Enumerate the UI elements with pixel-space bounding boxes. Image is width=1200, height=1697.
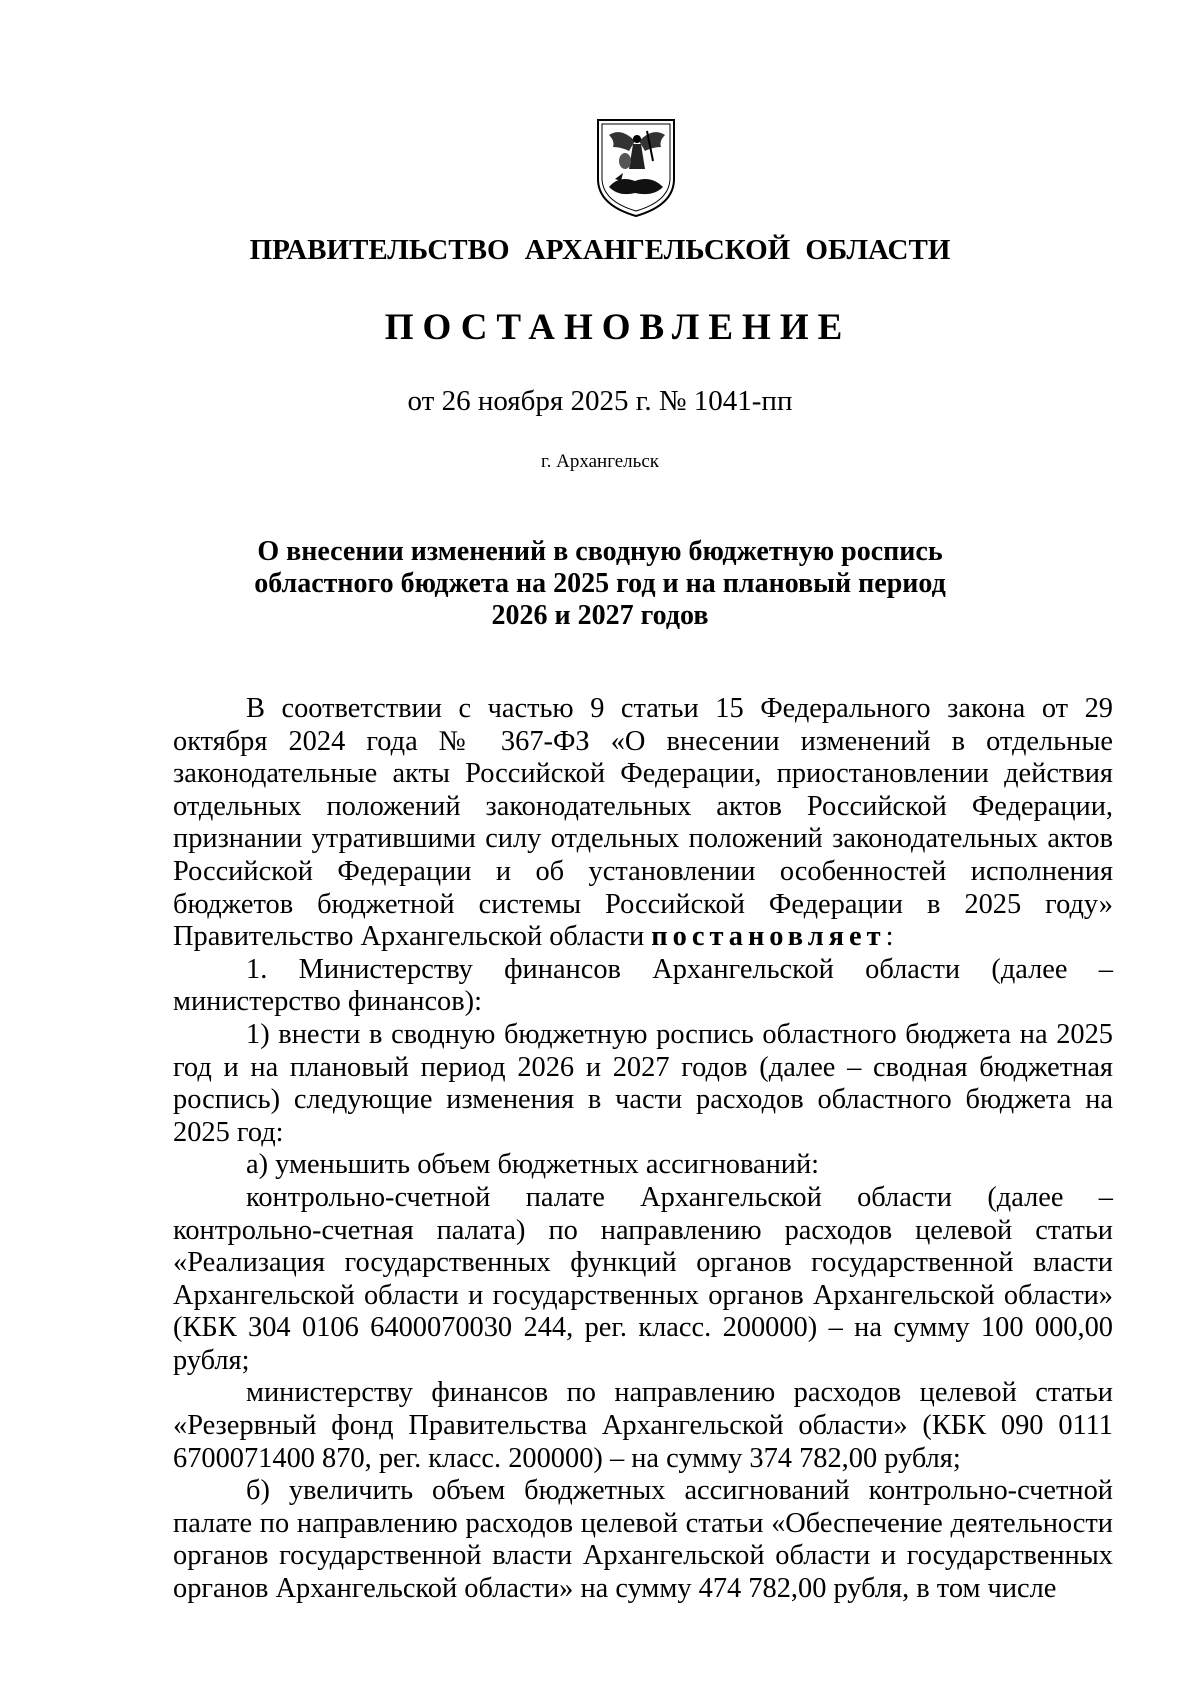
document-title-line: О внесении изменений в сводную бюджетную роспись (257, 536, 943, 567)
paragraph-item-b: б) увеличить объем бюджетных ассигнований контрольно-счетной палате по направлению расходов целевой статьи «Обеспечение деятельности органов государственной власти Архангельской области и государственных органов Архангельской области» на сумму 474 782,00 рубля, в том числе (173, 1475, 1113, 1605)
paragraph-item-1-1: 1) внести в сводную бюджетную роспись областного бюджета на 2025 год и на плановый период 2026 и 2027 годов (далее – сводная бюджетная роспись) следующие изменения в части расходов областного бюджета на 2025 год: (173, 1018, 1113, 1148)
document-city: г. Архангельск (540, 451, 659, 472)
paragraph-item-a: а) уменьшить объем бюджетных ассигнований: (246, 1149, 820, 1181)
document-title-line: областного бюджета на 2025 год и на плановый период (254, 568, 946, 599)
coat-of-arms-icon (595, 117, 677, 219)
decree-word: постановляет (651, 921, 886, 953)
preamble-text: В соответствии с частью 9 статьи 15 Федерального закона от 29 октября 2024 года № 367-ФЗ «О внесении изменений в отдельные законодательные акты Российской Федерации, приостановлении действия отдельных положений законодательных актов Российской Федерации, признании утратившими силу отдельных положений законодательных актов Российской Федерации и об установлении особенностей исполнения бюджетов бюджетной системы Российской Федерации в 2025 году» Правительство Архангельской области (173, 693, 1113, 953)
document-title-line: 2026 и 2027 годов (491, 600, 709, 631)
document-body (173, 693, 1113, 1606)
document-title (0, 536, 1200, 632)
document-date-number: от 26 ноября 2025 г. № 1041-пп (407, 385, 793, 417)
preamble-paragraph (173, 693, 1113, 954)
paragraph-item-1: 1. Министерству финансов Архангельской области (далее – министерство финансов): (173, 953, 1113, 1018)
paragraph-item-a-1: контрольно-счетной палате Архангельской области (далее – контрольно-счетная палата) по направлению расходов целевой статьи «Реализация государственных функций органов государственной власти Архангельской области и государственных органов Архангельской области» (КБК 304 0106 6400070030 244, рег. класс. 200000) – на сумму 100 000,00 рубля; (173, 1181, 1113, 1376)
document-type: ПОСТАНОВЛЕНИЕ (384, 307, 852, 348)
paragraph-item-a-2: министерству финансов по направлению расходов целевой статьи «Резервный фонд Правительства Архангельской области» (КБК 090 0111 6700071400 870, рег. класс. 200000) – на сумму 374 782,00 рубля; (173, 1377, 1113, 1474)
issuing-authority: ПРАВИТЕЛЬСТВО АРХАНГЕЛЬСКОЙ ОБЛАСТИ (249, 234, 951, 266)
decree-colon: : (885, 921, 894, 953)
